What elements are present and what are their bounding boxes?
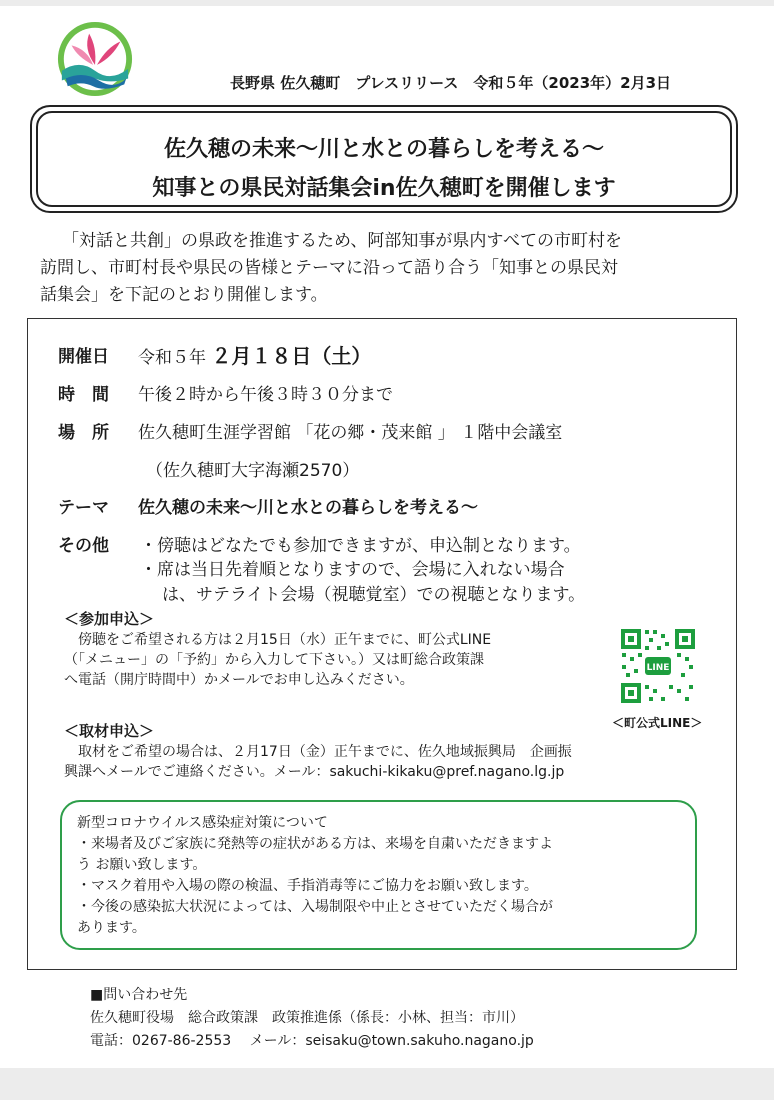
qr-badge-label: LINE	[646, 663, 670, 673]
covid-line: ・マスク着用や入場の際の検温、手指消毒等にご協力をお願い致します。	[77, 878, 538, 894]
contact-phone-email: 電話：0267-86-2553 メール：seisaku@town.sakuho.nagano.jp	[90, 1033, 534, 1049]
date-label: 開催日	[58, 347, 109, 367]
intro-line: 「対話と共創」の県政を推進するため、阿部知事が県内すべての市町村を	[62, 231, 622, 251]
place-value: 佐久穂町生涯学習館 「花の郷・茂来館 」 １階中会議室	[138, 423, 563, 443]
press-text	[64, 742, 572, 782]
participation-line: （「メニュー」の「予約」から入力して下さい。）又は町総合政策課	[64, 652, 484, 668]
covid-line: ・来場者及びご家族に発熱等の症状がある方は、来場を自粛いただきますよ	[77, 836, 553, 852]
town-logo-icon	[56, 20, 134, 98]
title-line-1: 佐久穂の未来～川と水との暮らしを考える～	[163, 137, 604, 162]
intro-paragraph	[40, 228, 740, 309]
date-value	[138, 340, 371, 369]
other-line-2: ・席は当日先着順となりますので、会場に入れない場合	[140, 560, 565, 580]
time-value: 午後２時から午後３時３０分まで	[138, 385, 393, 405]
time-label: 時 間	[58, 385, 109, 405]
participation-line: 傍聴をご希望される方は２月15日（水）正午までに、町公式LINE	[78, 632, 492, 648]
intro-line: 話集会」を下記のとおり開催します。	[40, 285, 328, 305]
other-line-1: ・傍聴はどなたでも参加できますが、申込制となります。	[140, 536, 581, 556]
covid-heading: 新型コロナウイルス感染症対策について	[77, 815, 328, 831]
qr-caption: ＜町公式LINE＞	[612, 716, 703, 730]
other-line-3: は、サテライト会場（視聴覚室）での視聴となります。	[162, 585, 586, 605]
date-prefix: 令和５年	[138, 348, 206, 368]
header-line: 長野県 佐久穂町 プレスリリース 令和５年（2023年）2月3日	[230, 74, 672, 92]
title-inner-frame	[36, 111, 732, 207]
participation-heading: ＜参加申込＞	[64, 610, 155, 628]
top-band	[0, 0, 774, 6]
intro-line: 訪問し、市町村長や県民の皆様とテーマに沿って語り合う「知事との県民対	[40, 258, 618, 278]
covid-line: あります。	[77, 920, 146, 936]
other-label: その他	[58, 536, 109, 556]
date-main: ２月１８日（土）	[211, 344, 372, 368]
participation-line: へ電話（開庁時間中）かメールでお申し込みください。	[64, 672, 414, 688]
contact-section	[90, 984, 534, 1053]
contact-heading: ■問い合わせ先	[90, 987, 188, 1003]
qr-code-icon[interactable]	[619, 627, 697, 705]
covid-line: ・今後の感染拡大状況によっては、入場制限や中止とさせていただく場合が	[77, 899, 553, 915]
contact-org: 佐久穂町役場 総合政策課 政策推進係（係長：小林、担当：市川）	[90, 1010, 524, 1026]
press-line: 取材をご希望の場合は、２月17日（金）正午までに、佐久地域振興局 企画振	[78, 744, 572, 760]
participation-text	[64, 630, 491, 690]
covid-notice-text	[77, 813, 553, 939]
bottom-band	[0, 1068, 774, 1100]
press-heading: ＜取材申込＞	[64, 722, 155, 740]
title-line-2: 知事との県民対話集会in佐久穂町を開催します	[152, 176, 616, 201]
place-address: （佐久穂町大字海瀬2570）	[146, 461, 360, 481]
theme-label: テーマ	[58, 498, 109, 518]
covid-line: う お願い致します。	[77, 857, 207, 873]
theme-value: 佐久穂の未来～川と水との暮らしを考える～	[138, 498, 478, 518]
press-line: 興課へメールでご連絡ください。メール：sakuchi-kikaku@pref.nagano.lg.jp	[64, 764, 565, 780]
place-label: 場 所	[58, 423, 109, 443]
title-box	[30, 105, 738, 213]
